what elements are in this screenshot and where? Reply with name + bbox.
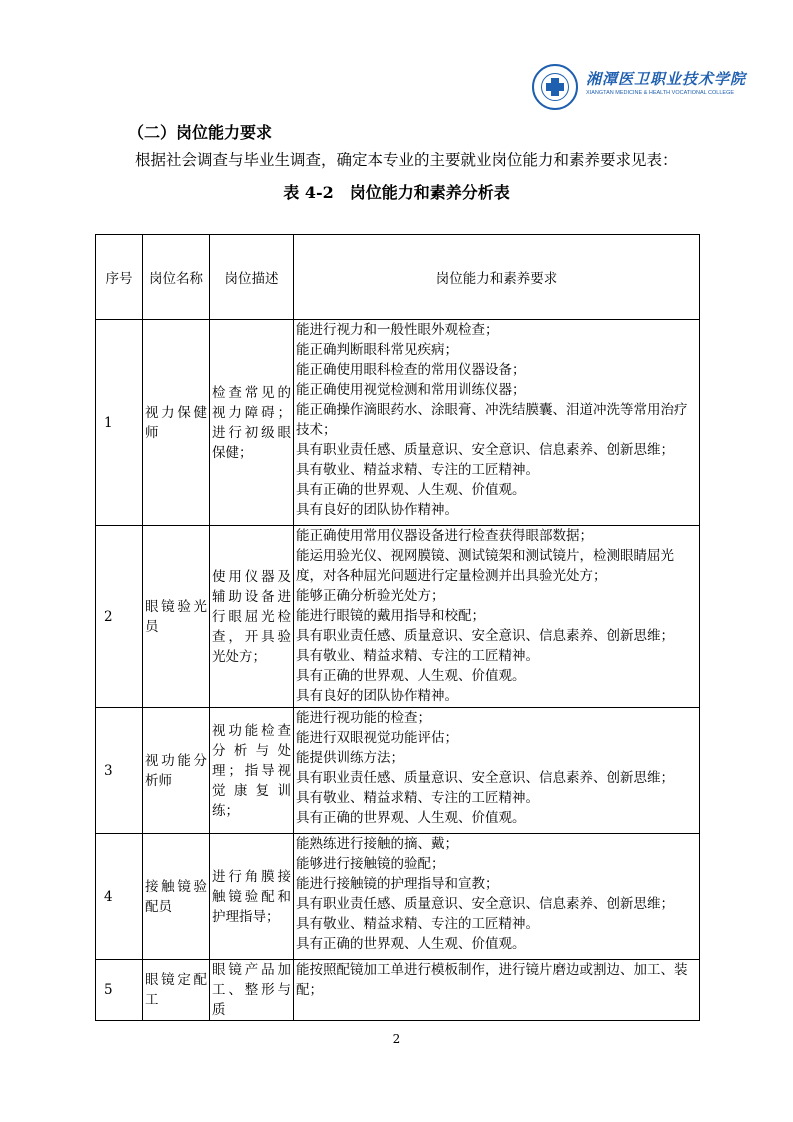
header-name: 岗位名称 <box>143 235 210 320</box>
requirement-item: 能正确使用眼科检查的常用仪器设备； <box>296 362 526 378</box>
requirement-item: 具有敬业、精益求精、专注的工匠精神。 <box>296 462 539 478</box>
requirement-item: 具有敬业、精益求精、专注的工匠精神。 <box>296 648 539 664</box>
job-requirements <box>294 526 700 708</box>
requirement-item: 具有良好的团队协作精神。 <box>296 688 458 704</box>
job-description: 进行角膜接触镜验配和护理指导； <box>210 834 294 960</box>
requirement-item: 能进行双眼视觉功能评估； <box>296 730 458 746</box>
intro-paragraph: 根据社会调查与毕业生调查，确定本专业的主要就业岗位能力和素养要求见表： <box>135 151 678 169</box>
requirement-item: 能够进行接触镜的验配； <box>296 856 445 872</box>
ability-table <box>95 234 700 1021</box>
job-requirements <box>294 320 700 526</box>
job-title: 视功能分析师 <box>143 708 210 834</box>
job-description: 眼镜产品加工、整形与质 <box>210 960 294 1021</box>
requirement-item: 具有敬业、精益求精、专注的工匠精神。 <box>296 916 539 932</box>
requirement-item: 具有良好的团队协作精神。 <box>296 502 458 518</box>
requirement-item: 具有职业责任感、质量意识、安全意识、信息素养、创新思维； <box>296 770 674 786</box>
requirement-item: 具有正确的世界观、人生观、价值观。 <box>296 482 526 498</box>
requirement-item: 能进行视功能的检查； <box>296 710 431 726</box>
table-row <box>96 834 700 960</box>
row-number: 3 <box>96 708 143 834</box>
section-title: （二）岗位能力要求 <box>128 123 273 142</box>
requirement-item: 具有职业责任感、质量意识、安全意识、信息素养、创新思维； <box>296 442 674 458</box>
table-header-row <box>96 235 700 320</box>
row-number: 2 <box>96 526 143 708</box>
table-caption: 表 4-2 岗位能力和素养分析表 <box>283 183 510 202</box>
row-number: 4 <box>96 834 143 960</box>
requirement-item: 能正确判断眼科常见疾病； <box>296 342 458 358</box>
requirement-item: 能进行接触镜的护理指导和宣教； <box>296 876 499 892</box>
job-title: 视力保健师 <box>143 320 210 526</box>
requirement-item: 具有敬业、精益求精、专注的工匠精神。 <box>296 790 539 806</box>
job-requirements <box>294 960 700 1021</box>
requirement-item: 能正确操作滴眼药水、涂眼膏、冲洗结膜囊、泪道冲洗等常用治疗技术； <box>296 402 688 438</box>
header-reqs: 岗位能力和素养要求 <box>294 235 700 320</box>
requirement-item: 能熟练进行接触的摘、戴； <box>296 836 458 852</box>
requirement-item: 能按照配镜加工单进行模板制作，进行镜片磨边或割边、加工、装配； <box>296 962 688 998</box>
requirement-item: 能进行眼镜的戴用指导和校配； <box>296 608 485 624</box>
table-row <box>96 526 700 708</box>
job-requirements <box>294 708 700 834</box>
job-title: 眼镜定配工 <box>143 960 210 1021</box>
row-number: 1 <box>96 320 143 526</box>
job-description: 检查常见的视力障碍；进行初级眼保健； <box>210 320 294 526</box>
requirement-item: 具有正确的世界观、人生观、价值观。 <box>296 668 526 684</box>
header-no: 序号 <box>96 235 143 320</box>
job-title: 接触镜验配员 <box>143 834 210 960</box>
table-row <box>96 708 700 834</box>
requirement-item: 能正确使用常用仪器设备进行检查获得眼部数据； <box>296 528 593 544</box>
college-seal-icon <box>532 64 578 110</box>
page-number: 2 <box>392 1032 401 1046</box>
requirement-item: 能够正确分析验光处方； <box>296 588 445 604</box>
job-description: 视功能检查分析与处理；指导视觉康复训练； <box>210 708 294 834</box>
logo-chinese-name: 湘潭医卫职业技术学院 <box>586 70 747 88</box>
requirement-item: 能运用验光仪、视网膜镜、测试镜架和测试镜片，检测眼睛屈光度，对各种屈光问题进行定量检测并出具验光处方； <box>296 548 674 584</box>
job-title: 眼镜验光员 <box>143 526 210 708</box>
table-row <box>96 960 700 1021</box>
college-logo <box>532 64 747 112</box>
requirement-item: 能正确使用视觉检测和常用训练仪器； <box>296 382 526 398</box>
job-requirements <box>294 834 700 960</box>
requirement-item: 具有职业责任感、质量意识、安全意识、信息素养、创新思维； <box>296 628 674 644</box>
job-description: 使用仪器及辅助设备进行眼屈光检查，开具验光处方； <box>210 526 294 708</box>
header-desc: 岗位描述 <box>210 235 294 320</box>
requirement-item: 能进行视力和一般性眼外观检查； <box>296 322 499 338</box>
requirement-item: 具有正确的世界观、人生观、价值观。 <box>296 936 526 952</box>
row-number: 5 <box>96 960 143 1021</box>
requirement-item: 具有职业责任感、质量意识、安全意识、信息素养、创新思维； <box>296 896 674 912</box>
table-row <box>96 320 700 526</box>
logo-english-name: XIANGTAN MEDICINE & HEALTH VOCATIONAL COLLEGE <box>586 90 735 96</box>
requirement-item: 具有正确的世界观、人生观、价值观。 <box>296 810 526 826</box>
requirement-item: 能提供训练方法； <box>296 750 404 766</box>
